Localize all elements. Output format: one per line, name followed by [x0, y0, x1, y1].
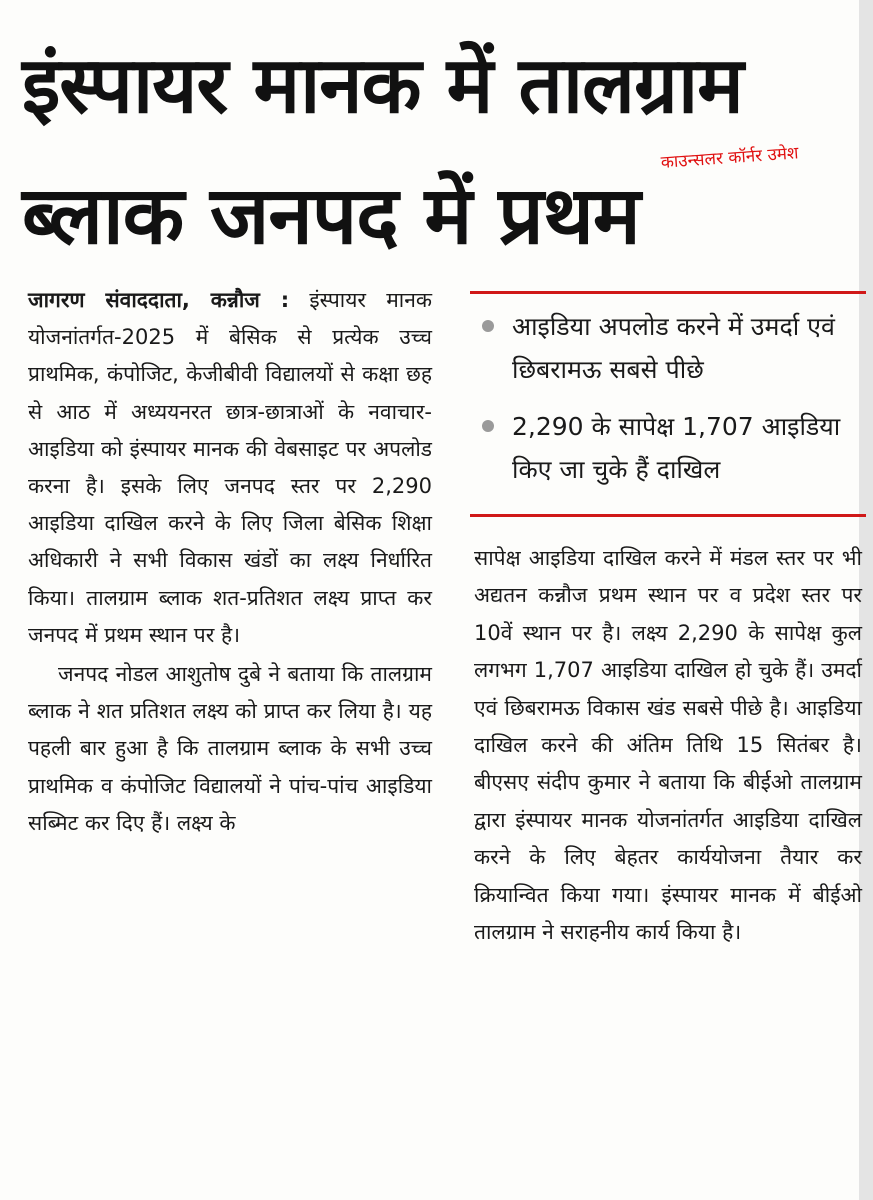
article-column-right	[474, 540, 862, 951]
bullet-icon	[482, 320, 494, 332]
paragraph-3: सापेक्ष आइडिया दाखिल करने में मंडल स्तर पर भी अद्यतन कन्नौज प्रथम स्थान पर व प्रदेश स्तर पर 10वें स्थान पर है। लक्ष्य 2,290 के सापेक्ष कुल लगभग 1,707 आइडिया दाखिल हो चुके हैं। उमर्दा एवं छिबरामऊ विकास खंड सबसे पीछे है। आइडिया दाखिल करने की अंतिम तिथि 15 सितंबर है। बीएसए संदीप कुमार ने बताया कि बीईओ तालग्राम द्वारा इंस्पायर मानक योजनांतर्गत आइडिया दाखिल करने के लिए बेहतर कार्ययोजना तैयार कर क्रियान्वित किया गया। इंस्पायर मानक में बीईओ तालग्राम ने सराहनीय कार्य किया है।	[474, 546, 862, 945]
paragraph-1-text: इंस्पायर मानक योजनांतर्गत-2025 में बेसिक से प्रत्येक उच्च प्राथमिक, कंपोजिट, केजीबीवी विद्यालयों से कक्षा छह से आठ में अध्ययनरत छात्र-छात्राओं के नवाचार-आइडिया को इंस्पायर मानक की वेबसाइट पर अपलोड करना है। इसके लिए जनपद स्तर पर 2,290 आइडिया दाखिल करने के लिए जिला बेसिक शिक्षा अधिकारी ने सभी विकास खंडों का लक्ष्य निर्धारित किया। तालग्राम ब्लाक शत-प्रतिशत लक्ष्य प्राप्त कर जनपद में प्रथम स्थान पर है।	[28, 288, 432, 647]
counsellor-credit: काउन्सलर कॉर्नर उमेश	[660, 143, 800, 173]
dateline: जागरण संवाददाता, कन्नौज :	[28, 288, 290, 312]
headline-line-2: ब्लाक जनपद में प्रथम	[22, 169, 640, 262]
highlight-top-rule	[470, 291, 866, 294]
highlight-text: 2,290 के सापेक्ष 1,707 आइडिया किए जा चुके हैं दाखिल	[512, 412, 841, 484]
highlight-box	[478, 305, 860, 491]
paragraph-2: जनपद नोडल आशुतोष दुबे ने बताया कि तालग्राम ब्लाक ने शत प्रतिशत लक्ष्य को प्राप्त कर लिया है। यह पहली बार हुआ है कि तालग्राम ब्लाक के सभी उच्च प्राथमिक व कंपोजिट विद्यालयों ने पांच-पांच आइडिया सब्मिट कर दिए हैं। लक्ष्य के	[28, 662, 432, 835]
highlight-item	[478, 305, 860, 391]
highlight-text: आइडिया अपलोड करने में उमर्दा एवं छिबरामऊ सबसे पीछे	[512, 312, 835, 384]
headline-line-1: इंस्पायर मानक में तालग्राम	[22, 41, 743, 131]
bullet-icon	[482, 420, 494, 432]
article-column-left	[28, 282, 432, 842]
highlight-item	[478, 405, 860, 491]
highlight-bottom-rule	[470, 514, 866, 517]
paragraph-1	[28, 282, 432, 654]
